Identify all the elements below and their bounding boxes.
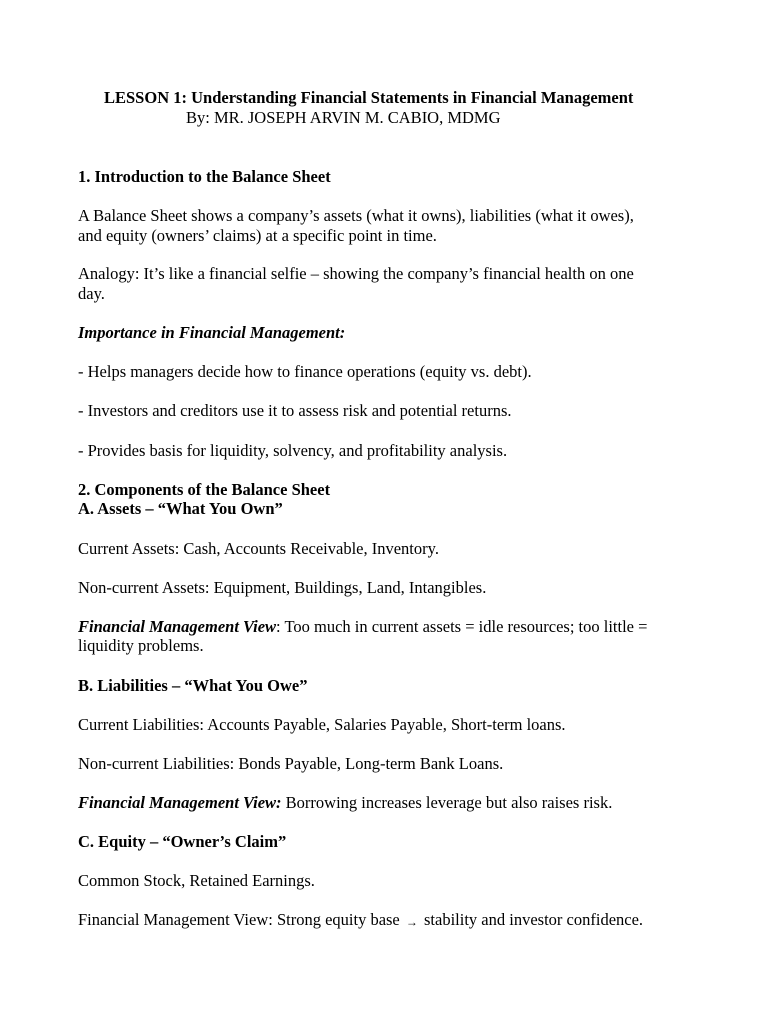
assets-heading: A. Assets – “What You Own”	[78, 499, 283, 518]
analogy-line-2: day.	[78, 284, 105, 303]
fm-view-text: Financial Management View: Strong equity base	[78, 910, 400, 929]
current-assets: Current Assets: Cash, Accounts Receivable, Inventory.	[78, 539, 439, 558]
author-byline: By: MR. JOSEPH ARVIN M. CABIO, MDMG	[186, 108, 501, 127]
fm-view-text: stability and investor confidence.	[424, 910, 644, 929]
section1-heading: 1. Introduction to the Balance Sheet	[78, 167, 331, 186]
bullet-item: - Investors and creditors use it to assess risk and potential returns.	[78, 401, 512, 420]
section2-heading: 2. Components of the Balance Sheet	[78, 480, 331, 499]
lesson-title: LESSON 1: Understanding Financial Statements in Financial Management	[104, 88, 634, 107]
importance-heading: Importance in Financial Management:	[78, 323, 346, 342]
definition-line-2: and equity (owners’ claims) at a specific point in time.	[78, 226, 437, 245]
assets-fm-view-line-2: liquidity problems.	[78, 636, 204, 655]
right-arrow-icon: →	[405, 915, 418, 929]
equity-fm-view	[78, 910, 643, 931]
assets-fm-view	[78, 617, 647, 637]
bullet-item: - Provides basis for liquidity, solvency, and profitability analysis.	[78, 441, 508, 460]
liabilities-fm-view	[78, 793, 612, 813]
fm-view-label: Financial Management View:	[78, 793, 282, 812]
liabilities-heading: B. Liabilities – “What You Owe”	[78, 676, 308, 695]
fm-view-text: Borrowing increases leverage but also raises risk.	[281, 793, 613, 812]
current-liabilities: Current Liabilities: Accounts Payable, Salaries Payable, Short-term loans.	[78, 715, 566, 734]
equity-items: Common Stock, Retained Earnings.	[78, 871, 315, 890]
bullet-item: - Helps managers decide how to finance operations (equity vs. debt).	[78, 362, 532, 381]
noncurrent-liabilities: Non-current Liabilities: Bonds Payable, Long-term Bank Loans.	[78, 754, 504, 773]
noncurrent-assets: Non-current Assets: Equipment, Buildings, Land, Intangibles.	[78, 578, 487, 597]
definition-line-1: A Balance Sheet shows a company’s assets (what it owns), liabilities (what it owes),	[78, 206, 634, 225]
equity-heading: C. Equity – “Owner’s Claim”	[78, 832, 287, 851]
analogy-line-1: Analogy: It’s like a financial selfie – showing the company’s financial health on one	[78, 264, 634, 283]
fm-view-text: : Too much in current assets = idle resources; too little =	[276, 617, 648, 636]
fm-view-label: Financial Management View	[78, 617, 277, 636]
